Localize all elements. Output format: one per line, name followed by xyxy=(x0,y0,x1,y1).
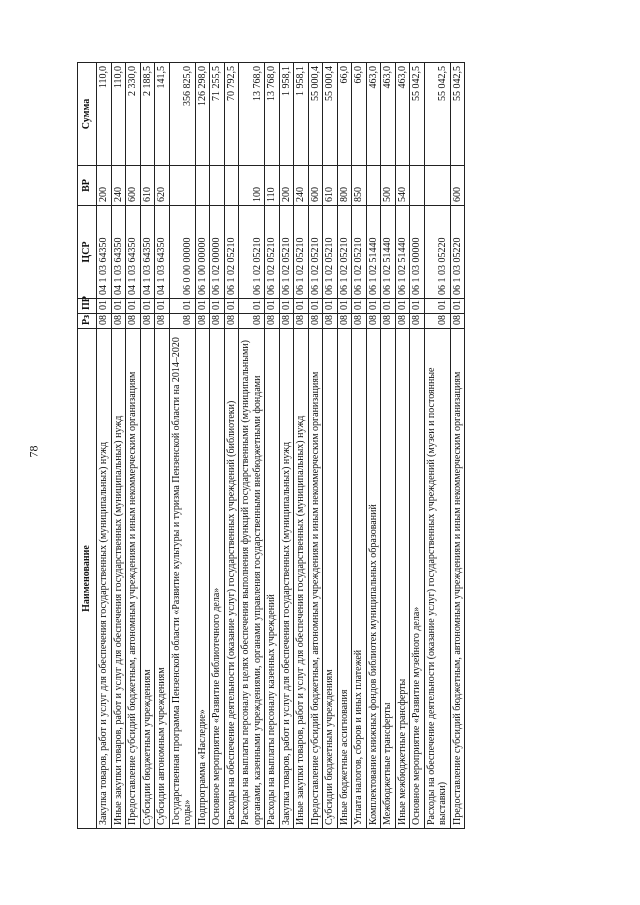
table-header-row xyxy=(78,63,97,829)
cell-vr: 100 xyxy=(239,166,265,206)
cell-name: Субсидии бюджетным учреждениям xyxy=(323,329,338,829)
cell-sum: 66,0 xyxy=(337,63,352,166)
cell-sum: 13 768,0 xyxy=(265,63,280,166)
cell-name: Государственная программа Пензенской области «Развитие культуры и туризма Пензенской области на 2014–2020 годы» xyxy=(169,329,195,829)
cell-csr: 06 1 02 05210 xyxy=(337,206,352,299)
cell-vr xyxy=(169,166,195,206)
table-row xyxy=(239,63,265,829)
cell-csr: 06 1 02 05210 xyxy=(224,206,239,299)
cell-rz: 08 xyxy=(97,314,112,329)
cell-vr: 800 xyxy=(337,166,352,206)
cell-rz: 08 xyxy=(169,314,195,329)
cell-sum: 55 000,4 xyxy=(323,63,338,166)
cell-sum: 2 330,0 xyxy=(126,63,141,166)
cell-vr: 610 xyxy=(140,166,155,206)
cell-sum: 13 768,0 xyxy=(239,63,265,166)
cell-pr: 01 xyxy=(395,299,410,314)
cell-rz: 08 xyxy=(395,314,410,329)
cell-rz: 08 xyxy=(337,314,352,329)
cell-csr: 04 1 03 64350 xyxy=(155,206,170,299)
cell-vr: 600 xyxy=(450,166,465,206)
cell-rz: 08 xyxy=(424,314,450,329)
cell-name: Иные межбюджетные трансферты xyxy=(395,329,410,829)
header-csr: ЦСР xyxy=(78,206,97,299)
cell-pr: 01 xyxy=(450,299,465,314)
cell-vr: 620 xyxy=(155,166,170,206)
cell-pr: 01 xyxy=(224,299,239,314)
cell-vr xyxy=(410,166,425,206)
cell-rz: 08 xyxy=(126,314,141,329)
cell-name: Иные бюджетные ассигнования xyxy=(337,329,352,829)
cell-pr: 01 xyxy=(352,299,367,314)
table-row xyxy=(352,63,367,829)
cell-sum: 463,0 xyxy=(366,63,381,166)
cell-sum: 66,0 xyxy=(352,63,367,166)
cell-name: Расходы на обеспечение деятельности (оказание услуг) государственных учреждений (библиотеки) xyxy=(224,329,239,829)
cell-sum: 126 298,0 xyxy=(195,63,210,166)
table-row xyxy=(450,63,465,829)
cell-name: Основное мероприятие «Развитие музейного дела» xyxy=(410,329,425,829)
cell-vr xyxy=(224,166,239,206)
cell-pr: 01 xyxy=(111,299,126,314)
cell-pr: 01 xyxy=(210,299,225,314)
cell-csr: 06 1 03 05220 xyxy=(450,206,465,299)
table-row xyxy=(265,63,280,829)
cell-sum: 55 000,4 xyxy=(308,63,323,166)
cell-csr: 06 1 02 05210 xyxy=(294,206,309,299)
cell-name: Закупка товаров, работ и услуг для обеспечения государственных (муниципальных) нужд xyxy=(97,329,112,829)
cell-rz: 08 xyxy=(155,314,170,329)
cell-csr: 04 1 03 64350 xyxy=(126,206,141,299)
cell-pr: 01 xyxy=(279,299,294,314)
cell-name: Основное мероприятие «Развитие библиотечного дела» xyxy=(210,329,225,829)
cell-csr: 06 1 00 00000 xyxy=(195,206,210,299)
cell-pr: 01 xyxy=(265,299,280,314)
cell-rz: 08 xyxy=(294,314,309,329)
cell-name: Предоставление субсидий бюджетным, автономным учреждениям и иным некоммерческим организациям xyxy=(450,329,465,829)
cell-pr: 01 xyxy=(294,299,309,314)
cell-rz: 08 xyxy=(352,314,367,329)
cell-sum: 70 792,5 xyxy=(224,63,239,166)
cell-name: Иные закупки товаров, работ и услуг для обеспечения государственных (муниципальных) нужд xyxy=(111,329,126,829)
cell-name: Комплектование книжных фондов библиотек муниципальных образований xyxy=(366,329,381,829)
budget-table xyxy=(77,62,465,829)
cell-pr: 01 xyxy=(308,299,323,314)
header-sum: Сумма xyxy=(78,63,97,166)
cell-rz: 08 xyxy=(210,314,225,329)
table-row xyxy=(169,63,195,829)
cell-vr: 110 xyxy=(265,166,280,206)
cell-csr: 06 1 02 05210 xyxy=(352,206,367,299)
table-row xyxy=(224,63,239,829)
cell-csr: 04 1 03 64350 xyxy=(111,206,126,299)
cell-pr: 01 xyxy=(126,299,141,314)
header-pr: ПР xyxy=(78,299,97,314)
cell-vr: 500 xyxy=(381,166,396,206)
cell-vr: 240 xyxy=(294,166,309,206)
cell-rz: 08 xyxy=(366,314,381,329)
cell-csr: 06 1 03 05220 xyxy=(424,206,450,299)
cell-pr: 01 xyxy=(381,299,396,314)
cell-csr: 06 1 02 05210 xyxy=(279,206,294,299)
cell-sum: 463,0 xyxy=(395,63,410,166)
cell-rz: 08 xyxy=(381,314,396,329)
cell-name: Иные закупки товаров, работ и услуг для обеспечения государственных (муниципальных) нужд xyxy=(294,329,309,829)
table-row xyxy=(294,63,309,829)
table-row xyxy=(323,63,338,829)
cell-sum: 55 042,5 xyxy=(410,63,425,166)
cell-rz: 08 xyxy=(224,314,239,329)
header-rz: Рз xyxy=(78,314,97,329)
cell-vr: 600 xyxy=(126,166,141,206)
table-row xyxy=(195,63,210,829)
cell-vr: 540 xyxy=(395,166,410,206)
cell-sum: 110,0 xyxy=(97,63,112,166)
rotated-page-content xyxy=(77,63,615,829)
cell-vr: 600 xyxy=(308,166,323,206)
cell-pr: 01 xyxy=(195,299,210,314)
cell-sum: 110,0 xyxy=(111,63,126,166)
cell-pr: 01 xyxy=(169,299,195,314)
table-row xyxy=(381,63,396,829)
cell-rz: 08 xyxy=(195,314,210,329)
cell-csr: 06 1 02 00000 xyxy=(210,206,225,299)
cell-name: Закупка товаров, работ и услуг для обеспечения государственных (муниципальных) нужд xyxy=(279,329,294,829)
table-row xyxy=(140,63,155,829)
table-row xyxy=(410,63,425,829)
cell-csr: 04 1 03 64350 xyxy=(97,206,112,299)
cell-rz: 08 xyxy=(450,314,465,329)
cell-rz: 08 xyxy=(323,314,338,329)
cell-csr: 06 1 02 51440 xyxy=(381,206,396,299)
header-vr: ВР xyxy=(78,166,97,206)
cell-name: Субсидии автономным учреждениям xyxy=(155,329,170,829)
cell-rz: 08 xyxy=(111,314,126,329)
cell-name: Расходы на выплаты персоналу в целях обеспечения выполнения функций государственными (муниципальными) органами, казенными учреждениями, органами управления государственными внебюджетными фондами xyxy=(239,329,265,829)
cell-sum: 55 042,5 xyxy=(450,63,465,166)
cell-vr: 610 xyxy=(323,166,338,206)
cell-pr: 01 xyxy=(97,299,112,314)
cell-rz: 08 xyxy=(239,314,265,329)
cell-rz: 08 xyxy=(140,314,155,329)
cell-csr: 06 1 02 51440 xyxy=(395,206,410,299)
cell-vr: 200 xyxy=(97,166,112,206)
cell-csr: 06 1 02 05210 xyxy=(239,206,265,299)
cell-csr: 04 1 03 64350 xyxy=(140,206,155,299)
cell-name: Уплата налогов, сборов и иных платежей xyxy=(352,329,367,829)
cell-pr: 01 xyxy=(323,299,338,314)
table-row xyxy=(155,63,170,829)
cell-name: Межбюджетные трансферты xyxy=(381,329,396,829)
cell-vr: 850 xyxy=(352,166,367,206)
cell-csr: 06 0 00 00000 xyxy=(169,206,195,299)
cell-csr: 06 1 02 51440 xyxy=(366,206,381,299)
cell-sum: 141,5 xyxy=(155,63,170,166)
cell-rz: 08 xyxy=(279,314,294,329)
cell-sum: 356 825,0 xyxy=(169,63,195,166)
cell-rz: 08 xyxy=(410,314,425,329)
cell-vr xyxy=(195,166,210,206)
table-row xyxy=(111,63,126,829)
cell-sum: 1 958,1 xyxy=(279,63,294,166)
cell-name: Расходы на обеспечение деятельности (оказание услуг) государственных учреждений (музеи и постоянные выставки) xyxy=(424,329,450,829)
cell-rz: 08 xyxy=(265,314,280,329)
cell-pr: 01 xyxy=(239,299,265,314)
cell-sum: 463,0 xyxy=(381,63,396,166)
cell-pr: 01 xyxy=(424,299,450,314)
cell-sum: 1 958,1 xyxy=(294,63,309,166)
cell-pr: 01 xyxy=(337,299,352,314)
cell-pr: 01 xyxy=(410,299,425,314)
table-row xyxy=(210,63,225,829)
cell-name: Субсидии бюджетным учреждениям xyxy=(140,329,155,829)
table-row xyxy=(337,63,352,829)
cell-name: Предоставление субсидий бюджетным, автономным учреждениям и иным некоммерческим организациям xyxy=(308,329,323,829)
cell-pr: 01 xyxy=(140,299,155,314)
table-row xyxy=(308,63,323,829)
page-number: 78 xyxy=(26,445,41,458)
table-row xyxy=(97,63,112,829)
cell-pr: 01 xyxy=(155,299,170,314)
cell-sum: 55 042,5 xyxy=(424,63,450,166)
cell-vr: 240 xyxy=(111,166,126,206)
table-body xyxy=(97,63,465,829)
cell-csr: 06 1 02 05210 xyxy=(308,206,323,299)
cell-name: Подпрограмма «Наследие» xyxy=(195,329,210,829)
cell-vr: 200 xyxy=(279,166,294,206)
cell-vr xyxy=(366,166,381,206)
cell-csr: 06 1 02 05210 xyxy=(323,206,338,299)
table-row xyxy=(279,63,294,829)
header-name: Наименование xyxy=(78,329,97,829)
cell-csr: 06 1 03 00000 xyxy=(410,206,425,299)
cell-vr xyxy=(424,166,450,206)
cell-csr: 06 1 02 05210 xyxy=(265,206,280,299)
table-row xyxy=(126,63,141,829)
cell-sum: 2 188,5 xyxy=(140,63,155,166)
cell-sum: 71 255,5 xyxy=(210,63,225,166)
table-row xyxy=(366,63,381,829)
table-row xyxy=(395,63,410,829)
cell-name: Расходы на выплаты персоналу казенных учреждений xyxy=(265,329,280,829)
cell-name: Предоставление субсидий бюджетным, автономным учреждениям и иным некоммерческим организациям xyxy=(126,329,141,829)
cell-vr xyxy=(210,166,225,206)
table-row xyxy=(424,63,450,829)
cell-pr: 01 xyxy=(366,299,381,314)
cell-rz: 08 xyxy=(308,314,323,329)
